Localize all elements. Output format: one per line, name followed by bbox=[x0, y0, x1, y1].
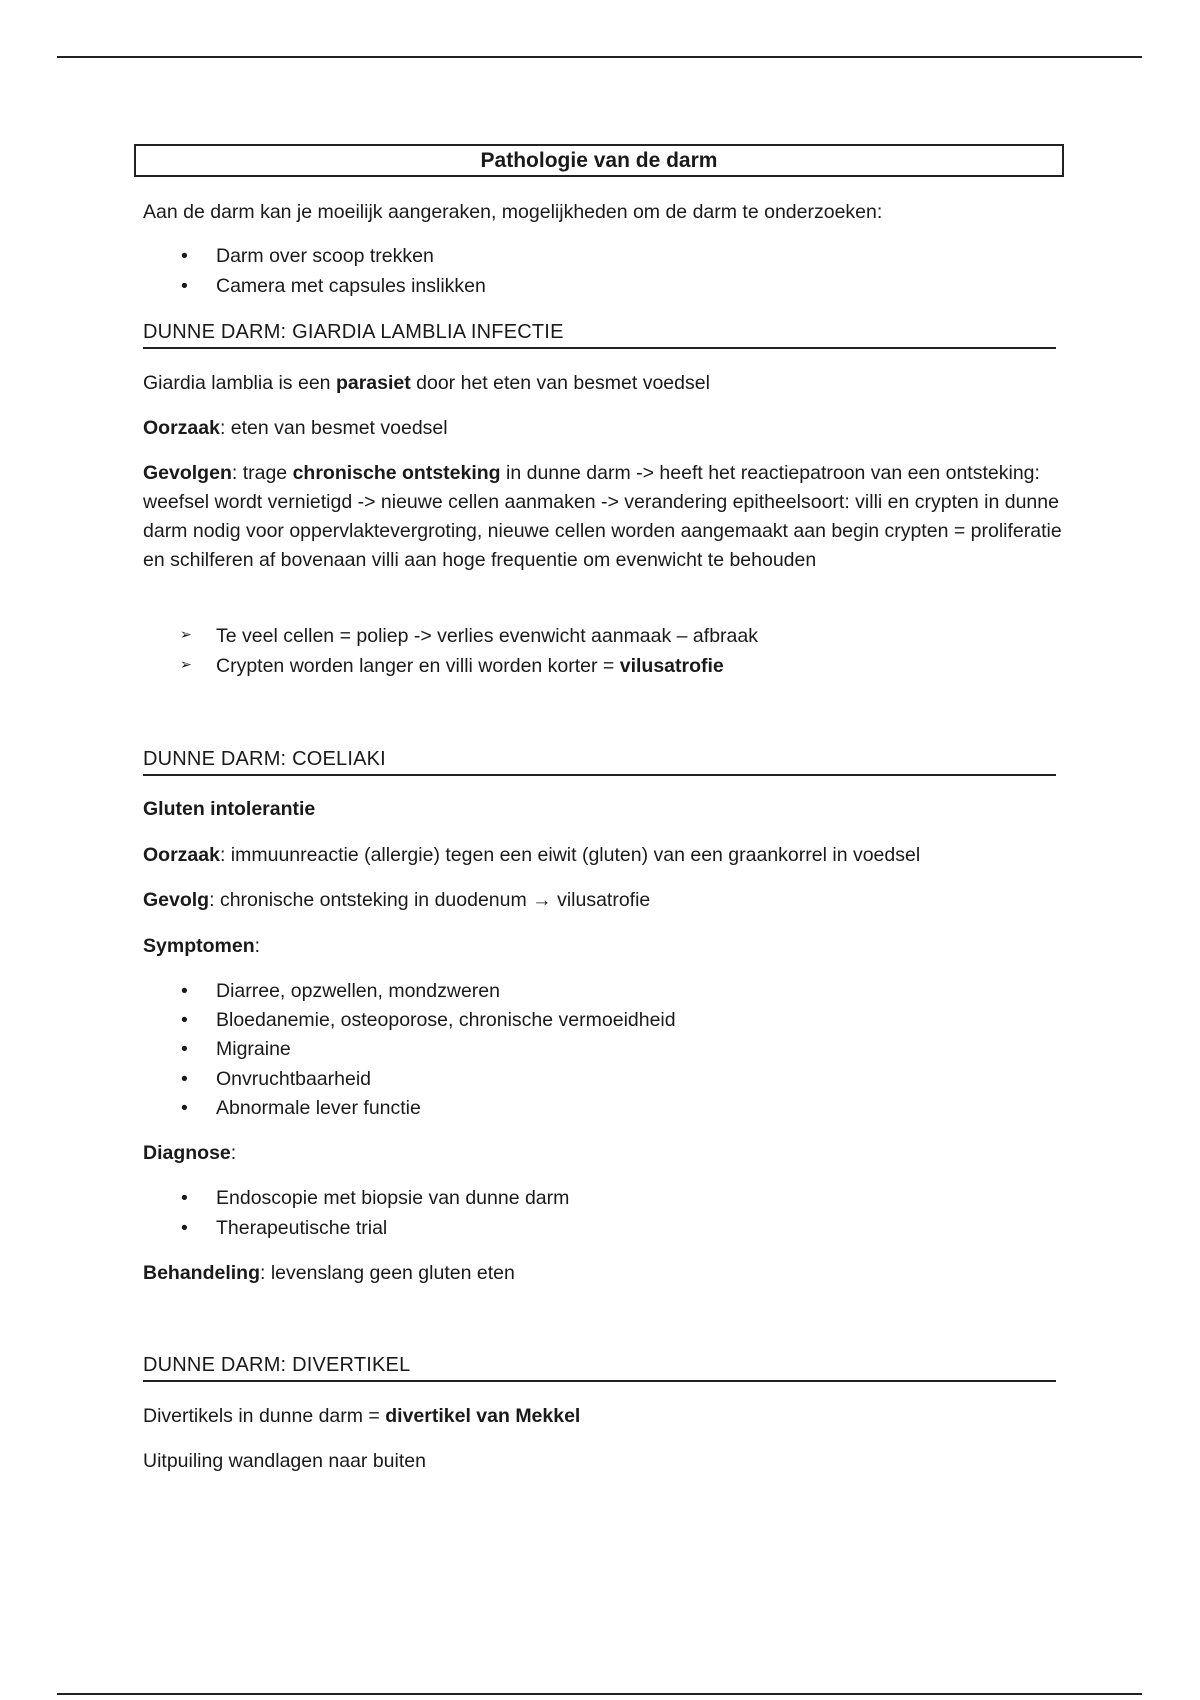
list-item: Diarree, opzwellen, mondzweren bbox=[216, 980, 500, 1002]
coeliaki-diagnose-label: Diagnose: bbox=[143, 1142, 237, 1164]
coeliaki-behandeling: Behandeling: levenslang geen gluten eten bbox=[143, 1262, 515, 1284]
giardia-oorzaak: Oorzaak: eten van besmet voedsel bbox=[143, 417, 448, 439]
list-item: Onvruchtbaarheid bbox=[216, 1068, 372, 1090]
arrow-bullet-icon: ➢ bbox=[180, 626, 192, 642]
bullet-icon: • bbox=[181, 245, 188, 267]
list-item: Darm over scoop trekken bbox=[216, 245, 434, 267]
page-top-rule bbox=[57, 56, 1142, 58]
list-item: Camera met capsules inslikken bbox=[216, 275, 486, 297]
coeliaki-subtitle: Gluten intolerantie bbox=[143, 798, 316, 820]
section-heading-giardia: DUNNE DARM: GIARDIA LAMBLIA INFECTIE bbox=[143, 320, 1056, 349]
list-item: Therapeutische trial bbox=[216, 1217, 388, 1239]
section-heading-coeliaki: DUNNE DARM: COELIAKI bbox=[143, 747, 1056, 776]
divertikel-uitpuiling: Uitpuiling wandlagen naar buiten bbox=[143, 1450, 426, 1472]
list-item: Migraine bbox=[216, 1038, 291, 1060]
giardia-gevolgen: Gevolgen: trage chronische ontsteking in dunne darm -> heeft het reactiepatroon van een ontsteking: weefsel wordt vernietigd -> nieuwe cellen aanmaken -> verandering epitheelsoort: villi en crypten in dunne darm nodig voor oppervlaktevergroting, nieuwe cellen worden aangemaakt aan begin crypten = proliferatie en schilferen af bovenaan villi aan hoge frequentie om evenwicht te behouden bbox=[143, 462, 1062, 571]
bullet-icon: • bbox=[181, 275, 188, 297]
bullet-icon: • bbox=[181, 1097, 188, 1119]
coeliaki-gevolg: Gevolg: chronische ontsteking in duodenum → vilusatrofie bbox=[143, 889, 651, 911]
bullet-icon: • bbox=[181, 1217, 188, 1239]
list-item: Bloedanemie, osteoporose, chronische vermoeidheid bbox=[216, 1009, 676, 1031]
list-item: Abnormale lever functie bbox=[216, 1097, 421, 1119]
section-heading-divertikel: DUNNE DARM: DIVERTIKEL bbox=[143, 1353, 1056, 1382]
bullet-icon: • bbox=[181, 1038, 188, 1060]
bullet-icon: • bbox=[181, 1009, 188, 1031]
document-title: Pathologie van de darm bbox=[134, 144, 1064, 177]
coeliaki-oorzaak: Oorzaak: immuunreactie (allergie) tegen een eiwit (gluten) van een graankorrel in voedsel bbox=[143, 844, 921, 866]
list-item: Crypten worden langer en villi worden korter = vilusatrofie bbox=[216, 655, 724, 677]
list-item: Te veel cellen = poliep -> verlies evenwicht aanmaak – afbraak bbox=[216, 625, 758, 647]
list-item: Endoscopie met biopsie van dunne darm bbox=[216, 1187, 570, 1209]
coeliaki-symptomen-label: Symptomen: bbox=[143, 935, 261, 957]
divertikel-description: Divertikels in dunne darm = divertikel van Mekkel bbox=[143, 1405, 581, 1427]
bullet-icon: • bbox=[181, 1068, 188, 1090]
bullet-icon: • bbox=[181, 1187, 188, 1209]
page-bottom-rule bbox=[57, 1693, 1142, 1695]
arrow-bullet-icon: ➢ bbox=[180, 656, 192, 672]
giardia-description: Giardia lamblia is een parasiet door het eten van besmet voedsel bbox=[143, 372, 710, 394]
intro-paragraph: Aan de darm kan je moeilijk aangeraken, mogelijkheden om de darm te onderzoeken: bbox=[143, 201, 883, 223]
bullet-icon: • bbox=[181, 980, 188, 1002]
